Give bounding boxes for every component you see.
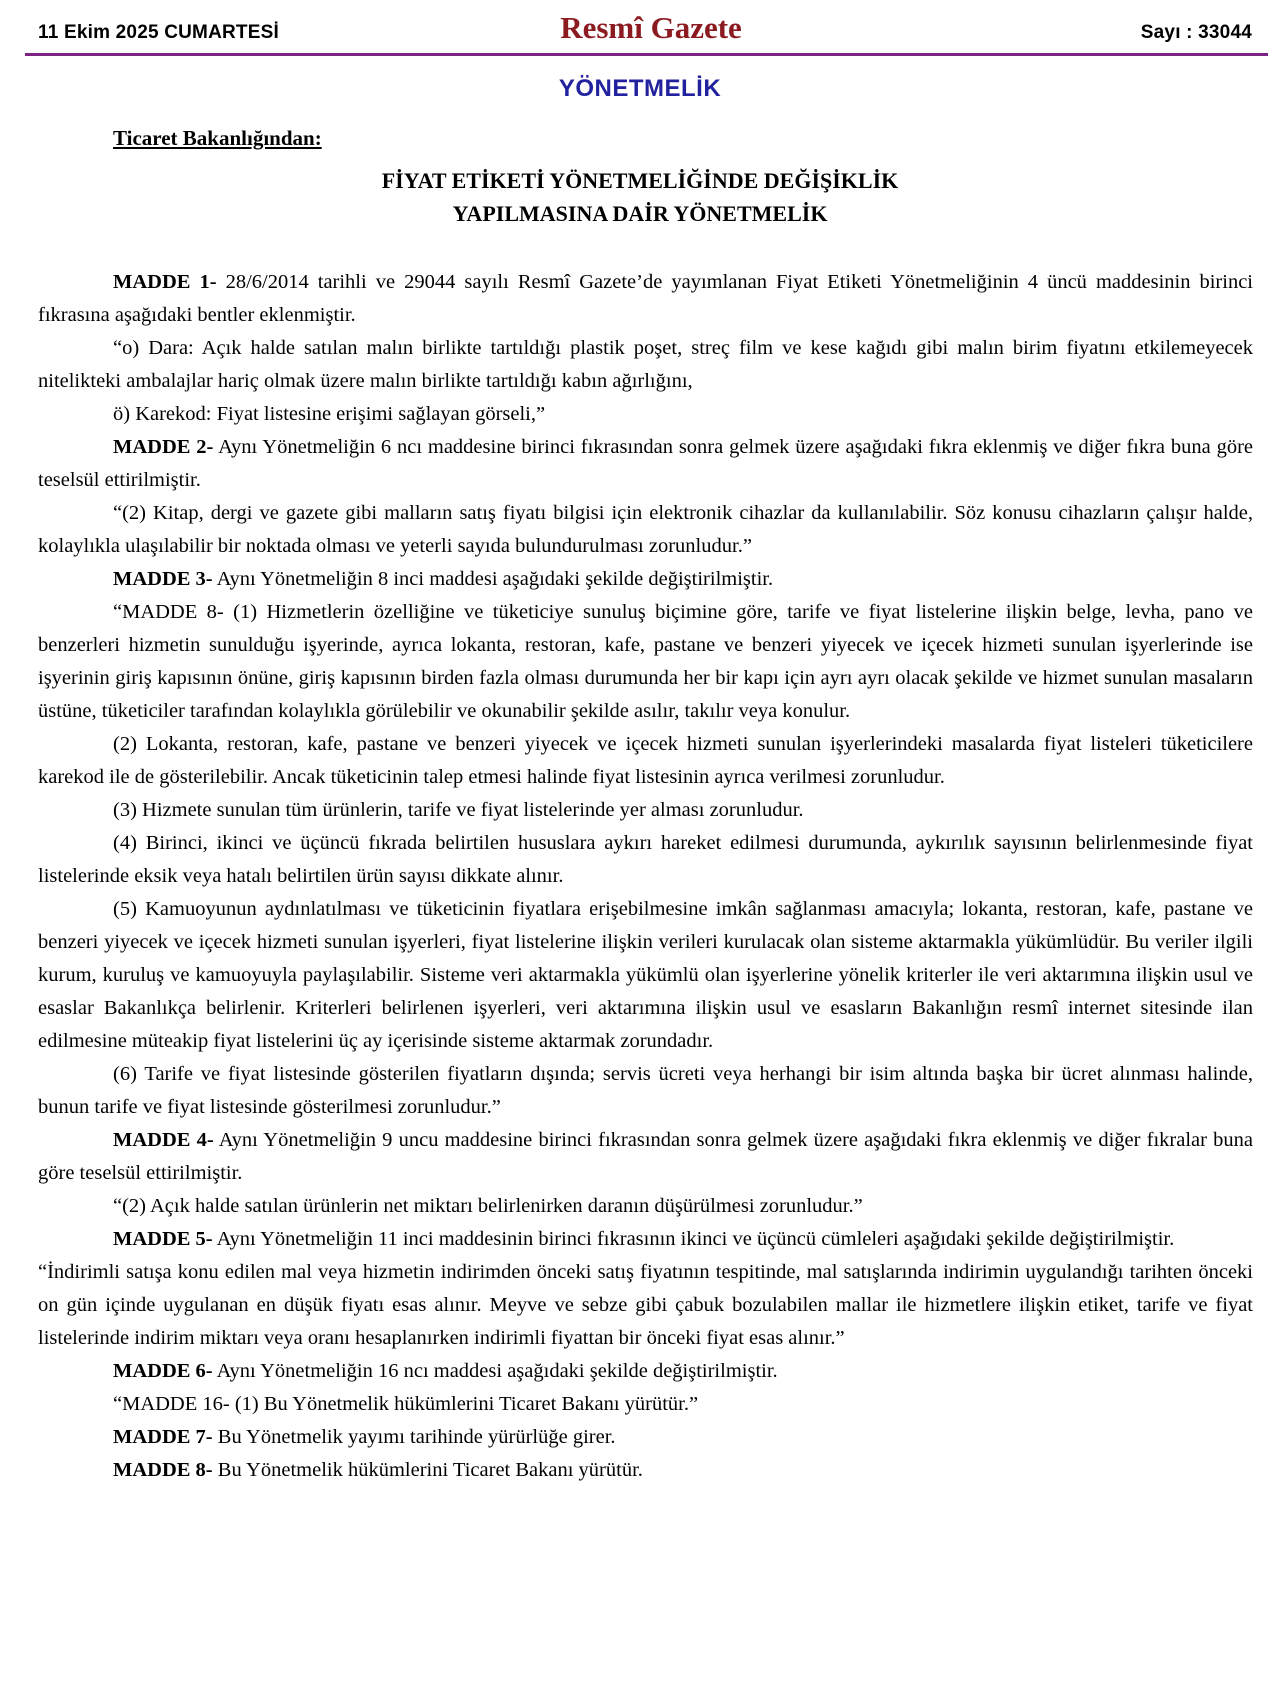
paragraph: (5) Kamuoyunun aydınlatılması ve tüketicinin fiyatlara erişebilmesine imkân sağlanması amacıyla; lokanta, restoran, kafe, pastane ve benzeri yiyecek ve içecek hizmeti sunulan işyerleri, fiyat listelerine ilişkin verileri kurulacak olan sisteme aktarmakla yükümlüdür. Bu veriler ilgili kurum, kuruluş ve kamuoyuyla paylaşılabilir. Sisteme veri aktarmakla yükümlü olan işyerlerine yönelik kriterler ile veri aktarımına ilişkin usul ve esaslar Bakanlıkça belirlenir. Kriterleri belirlenen işyerleri, veri aktarımına ilişkin usul ve esasların Bakanlığın resmî internet sitesinde ilan edilmesine müteakip fiyat listelerini üç ay içerisinde sisteme aktarmak zorundadır. <box>38 898 1253 1052</box>
madde-label: MADDE 6- <box>113 1360 213 1382</box>
paragraph: MADDE 5- Aynı Yönetmeliğin 11 inci maddesinin birinci fıkrasının ikinci ve üçüncü cümleleri aşağıdaki şekilde değiştirilmiştir. <box>113 1228 1175 1250</box>
masthead <box>0 0 1280 46</box>
document-body <box>0 230 1280 1517</box>
madde-label: MADDE 4- <box>113 1129 214 1151</box>
paragraph: MADDE 3- Aynı Yönetmeliğin 8 inci maddesi aşağıdaki şekilde değiştirilmiştir. <box>113 568 774 590</box>
paragraph: MADDE 6- Aynı Yönetmeliğin 16 ncı maddesi aşağıdaki şekilde değiştirilmiştir. <box>113 1360 778 1382</box>
paragraph: MADDE 2- Aynı Yönetmeliğin 6 ncı maddesine birinci fıkrasından sonra gelmek üzere aşağıdaki fıkra eklenmiş ve diğer fıkra buna göre teselsül ettirilmiştir. <box>38 436 1253 491</box>
gazette-issue-number: Sayı : 33044 <box>1140 22 1252 43</box>
regulation-title-line1: FİYAT ETİKETİ YÖNETMELİĞİNDE DEĞİŞİKLİK <box>381 168 899 193</box>
regulation-title-line2: YAPILMASINA DAİR YÖNETMELİK <box>452 201 828 226</box>
paragraph: MADDE 8- Bu Yönetmelik hükümlerini Ticaret Bakanı yürütür. <box>113 1459 643 1481</box>
madde-label: MADDE 2- <box>113 436 214 458</box>
gazette-date: 11 Ekim 2025 CUMARTESİ <box>38 22 279 43</box>
paragraph: “o) Dara: Açık halde satılan malın birlikte tartıldığı plastik poşet, streç film ve kese kağıdı gibi malın birim fiyatını etkilemeyecek nitelikteki ambalajlar hariç olmak üzere malın birlikte tartıldığı kabın ağırlığını, <box>38 337 1253 392</box>
paragraph: MADDE 7- Bu Yönetmelik yayımı tarihinde yürürlüğe girer. <box>113 1426 616 1448</box>
paragraph: “MADDE 16- (1) Bu Yönetmelik hükümlerini Ticaret Bakanı yürütür.” <box>113 1393 699 1415</box>
masthead-divider <box>25 53 1268 56</box>
paragraph: (2) Lokanta, restoran, kafe, pastane ve benzeri yiyecek ve içecek hizmeti sunulan işyerlerindeki masalarda fiyat listeleri tüketicilere karekod ile de gösterilebilir. Ancak tüketicinin talep etmesi halinde fiyat listesinin ayrıca verilmesi zorunludur. <box>38 733 1253 788</box>
paragraph: (4) Birinci, ikinci ve üçüncü fıkrada belirtilen hususlara aykırı hareket edilmesi durumunda, aykırılık sayısının belirlenmesinde fiyat listelerinde eksik veya hatalı belirtilen ürün sayısı dikkate alınır. <box>38 832 1253 887</box>
madde-label: MADDE 3- <box>113 568 213 590</box>
madde-label: MADDE 7- <box>113 1426 213 1448</box>
paragraph: ö) Karekod: Fiyat listesine erişimi sağlayan görseli,” <box>113 403 546 425</box>
paragraph: “İndirimli satışa konu edilen mal veya hizmetin indirimden önceki satış fiyatının tespitinde, mal satışlarında indirimin uygulandığı tarihten önceki on gün içinde uygulanan en düşük fiyatı esas alınır. Meyve ve sebze gibi çabuk bozulabilen mallar ile hizmetlere ilişkin etiket, tarife ve fiyat listelerinde indirim miktarı veya oranı hesaplanırken indirimli fiyattan bir önceki fiyat esas alınır.” <box>38 1261 1253 1349</box>
madde-label: MADDE 1- <box>113 271 217 293</box>
madde-label: MADDE 5- <box>113 1228 213 1250</box>
paragraph: MADDE 1- 28/6/2014 tarihli ve 29044 sayılı Resmî Gazete’de yayımlanan Fiyat Etiketi Yönetmeliğinin 4 üncü maddesinin birinci fıkrasına aşağıdaki bentler eklenmiştir. <box>38 271 1253 326</box>
paragraph: MADDE 4- Aynı Yönetmeliğin 9 uncu maddesine birinci fıkrasından sonra gelmek üzere aşağıdaki fıkra eklenmiş ve diğer fıkralar buna göre teselsül ettirilmiştir. <box>38 1129 1253 1184</box>
paragraph: “MADDE 8- (1) Hizmetlerin özelliğine ve tüketiciye sunuluş biçimine göre, tarife ve fiyat listelerine ilişkin belge, levha, pano ve benzerleri hizmetin sunulduğu işyerinde, ayrıca lokanta, restoran, kafe, pastane ve benzeri yiyecek ve içecek hizmeti sunulan işyerlerinde ise işyerinin giriş kapısının önüne, giriş kapısının birden fazla olması durumunda her bir kapı için ayrı ayrı olacak şekilde ve hizmet sunulan masaların üstüne, tüketiciler tarafından kolaylıkla görülebilir ve okunabilir şekilde asılır, takılır veya konulur. <box>38 601 1253 722</box>
madde-label: MADDE 8- <box>113 1459 213 1481</box>
paragraph: (3) Hizmete sunulan tüm ürünlerin, tarife ve fiyat listelerinde yer alması zorunludur. <box>113 799 804 821</box>
ministry-heading: Ticaret Bakanlığından: <box>113 126 322 150</box>
gazette-title: Resmî Gazete <box>560 10 742 45</box>
paragraph: “(2) Açık halde satılan ürünlerin net miktarı belirlenirken daranın düşürülmesi zorunludur.” <box>113 1195 863 1217</box>
regulation-title <box>0 164 1280 230</box>
paragraph: (6) Tarife ve fiyat listesinde gösterilen fiyatların dışında; servis ücreti veya herhangi bir isim altında başka bir ücret alınması halinde, bunun tarife ve fiyat listesinde gösterilmesi zorunludur.” <box>38 1063 1253 1118</box>
section-label: YÖNETMELİK <box>558 75 722 102</box>
paragraph: “(2) Kitap, dergi ve gazete gibi malların satış fiyatı bilgisi için elektronik cihazlar da kullanılabilir. Söz konusu cihazların çalışır halde, kolaylıkla ulaşılabilir bir noktada olması ve yeterli sayıda bulundurulması zorunludur.” <box>38 502 1253 557</box>
